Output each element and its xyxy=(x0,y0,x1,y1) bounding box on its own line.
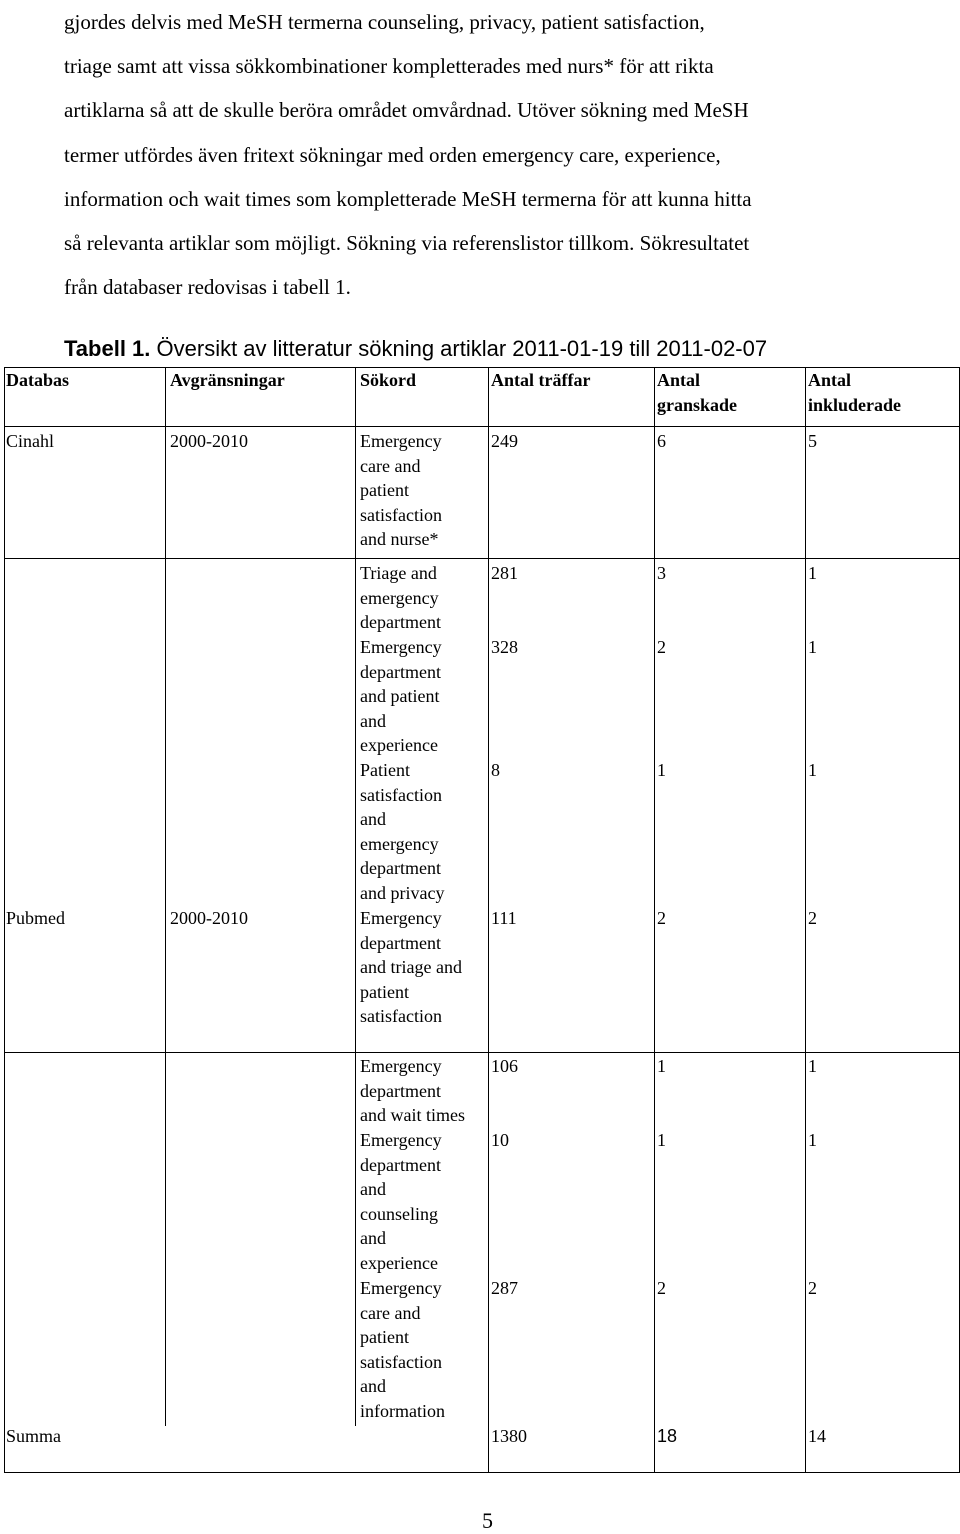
cell-antal-inkluderade: 1 xyxy=(808,1130,817,1150)
cell-antal-granskade: 3 xyxy=(657,563,666,583)
sokord-line: department xyxy=(360,1154,441,1175)
cell-antal-inkluderade: 1 xyxy=(808,760,817,780)
sokord-line: Emergency xyxy=(360,1130,442,1150)
column-divider xyxy=(805,367,806,1473)
paragraph-line: information och wait times som kompletterade MeSH termerna för att kunna hitta xyxy=(64,186,752,211)
sokord-line: department xyxy=(360,858,441,879)
paragraph-line: så relevanta artiklar som möjligt. Sökning via referenslistor tillkom. Sökresultatet xyxy=(64,231,750,256)
cell-antal-granskade: 1 xyxy=(657,1056,666,1076)
header-avgransningar: Avgränsningar xyxy=(170,370,285,390)
sokord-line: and xyxy=(360,1376,386,1397)
sokord-line: experience xyxy=(360,735,438,756)
sokord-line: Triage and xyxy=(360,563,437,583)
sokord-line: care and xyxy=(360,455,421,476)
sokord-line: and nurse* xyxy=(360,529,439,550)
cell-antal-traffar: 111 xyxy=(491,908,517,928)
cell-sokord xyxy=(360,1276,445,1424)
sokord-line: Emergency xyxy=(360,431,442,451)
sokord-line: department xyxy=(360,932,441,953)
cell-antal-traffar: 249 xyxy=(491,431,518,451)
cell-antal-granskade: 2 xyxy=(657,908,666,928)
sokord-line: Emergency xyxy=(360,1056,442,1076)
sokord-line: satisfaction xyxy=(360,784,442,805)
summa-label: Summa xyxy=(6,1426,62,1446)
sokord-line: counseling xyxy=(360,1203,438,1224)
row-divider xyxy=(4,426,960,427)
paragraph-line: triage samt att vissa sökkombinationer kompletterades med nurs* för att rikta xyxy=(64,54,714,79)
row-divider xyxy=(4,558,960,559)
sokord-line: and wait times xyxy=(360,1105,465,1126)
table-border xyxy=(4,367,5,1473)
page-number: 5 xyxy=(482,1508,493,1533)
sokord-line: and xyxy=(360,809,386,830)
cell-antal-inkluderade: 1 xyxy=(808,637,817,657)
cell-sokord xyxy=(360,1054,465,1128)
cell-antal-inkluderade: 5 xyxy=(808,431,817,451)
cell-antal-inkluderade: 1 xyxy=(808,1056,817,1076)
summa-antal-inkluderade: 14 xyxy=(808,1426,826,1446)
sokord-line: and patient xyxy=(360,686,440,707)
sokord-line: information xyxy=(360,1400,445,1421)
paragraph-line: artiklarna så att de skulle beröra området omvårdnad. Utöver sökning med MeSH xyxy=(64,98,749,123)
cell-sokord xyxy=(360,1128,442,1276)
cell-antal-granskade: 2 xyxy=(657,637,666,657)
sokord-line: department xyxy=(360,1080,441,1101)
sokord-line: patient xyxy=(360,1327,409,1348)
cell-databas: Pubmed xyxy=(6,908,66,928)
sokord-line: experience xyxy=(360,1252,438,1273)
row-divider xyxy=(4,1472,960,1473)
sokord-line: patient xyxy=(360,981,409,1002)
summa-antal-traffar: 1380 xyxy=(491,1426,527,1446)
summa-antal-granskade: 18 xyxy=(657,1426,678,1446)
sokord-line: patient xyxy=(360,480,409,501)
cell-sokord xyxy=(360,561,441,635)
cell-sokord xyxy=(360,635,442,758)
paragraph-line: från databaser redovisas i tabell 1. xyxy=(64,275,351,300)
cell-antal-traffar: 106 xyxy=(491,1056,518,1076)
header-text: Antal xyxy=(657,370,701,390)
header-text: Antal xyxy=(808,370,852,390)
cell-antal-traffar: 287 xyxy=(491,1278,518,1298)
cell-antal-inkluderade: 1 xyxy=(808,563,817,583)
cell-antal-granskade: 2 xyxy=(657,1278,666,1298)
sokord-line: care and xyxy=(360,1302,421,1323)
caption-text: Översikt av litteratur sökning artiklar 2011-01-19 till 2011-02-07 xyxy=(150,336,768,361)
row-divider xyxy=(4,1052,960,1053)
column-divider xyxy=(355,367,356,1426)
header-antal-inkluderade xyxy=(808,368,901,418)
sokord-line: emergency xyxy=(360,587,439,608)
sokord-line: Emergency xyxy=(360,908,442,928)
cell-avgransningar: 2000-2010 xyxy=(170,431,248,451)
body-paragraph xyxy=(64,0,944,309)
header-databas: Databas xyxy=(6,370,70,390)
sokord-line: and xyxy=(360,1228,386,1249)
cell-sokord xyxy=(360,758,444,906)
cell-sokord xyxy=(360,906,462,1029)
cell-antal-traffar: 8 xyxy=(491,760,500,780)
sokord-line: and xyxy=(360,710,386,731)
cell-antal-inkluderade: 2 xyxy=(808,908,817,928)
sokord-line: satisfaction xyxy=(360,1006,442,1027)
sokord-line: satisfaction xyxy=(360,504,442,525)
paragraph-line: gjordes delvis med MeSH termerna counseling, privacy, patient satisfaction, xyxy=(64,10,705,34)
header-antal-traffar: Antal träffar xyxy=(491,370,591,390)
paragraph-line: termer utfördes även fritext sökningar med orden emergency care, experience, xyxy=(64,142,721,167)
sokord-line: department xyxy=(360,661,441,682)
table-caption xyxy=(64,336,767,362)
header-sokord: Sökord xyxy=(360,370,417,390)
sokord-line: and triage and xyxy=(360,957,462,978)
sokord-line: department xyxy=(360,612,441,633)
sokord-line: Emergency xyxy=(360,637,442,657)
cell-sokord xyxy=(360,429,442,552)
cell-antal-traffar: 10 xyxy=(491,1130,509,1150)
sokord-line: and privacy xyxy=(360,882,445,903)
cell-databas: Cinahl xyxy=(6,431,54,451)
column-divider xyxy=(165,367,166,1426)
sokord-line: emergency xyxy=(360,833,439,854)
header-text: inkluderade xyxy=(808,395,902,415)
cell-antal-granskade: 1 xyxy=(657,760,666,780)
column-divider xyxy=(654,367,655,1473)
cell-avgransningar: 2000-2010 xyxy=(170,908,248,928)
sokord-line: Patient xyxy=(360,760,410,780)
results-table xyxy=(4,367,960,1473)
sokord-line: and xyxy=(360,1179,386,1200)
column-divider xyxy=(488,367,489,1473)
cell-antal-granskade: 1 xyxy=(657,1130,666,1150)
sokord-line: satisfaction xyxy=(360,1351,442,1372)
cell-antal-traffar: 281 xyxy=(491,563,518,583)
cell-antal-inkluderade: 2 xyxy=(808,1278,817,1298)
sokord-line: Emergency xyxy=(360,1278,442,1298)
cell-antal-granskade: 6 xyxy=(657,431,666,451)
header-antal-granskade xyxy=(657,368,737,418)
header-text: granskade xyxy=(657,395,738,415)
cell-antal-traffar: 328 xyxy=(491,637,518,657)
caption-label: Tabell 1. xyxy=(64,336,151,361)
